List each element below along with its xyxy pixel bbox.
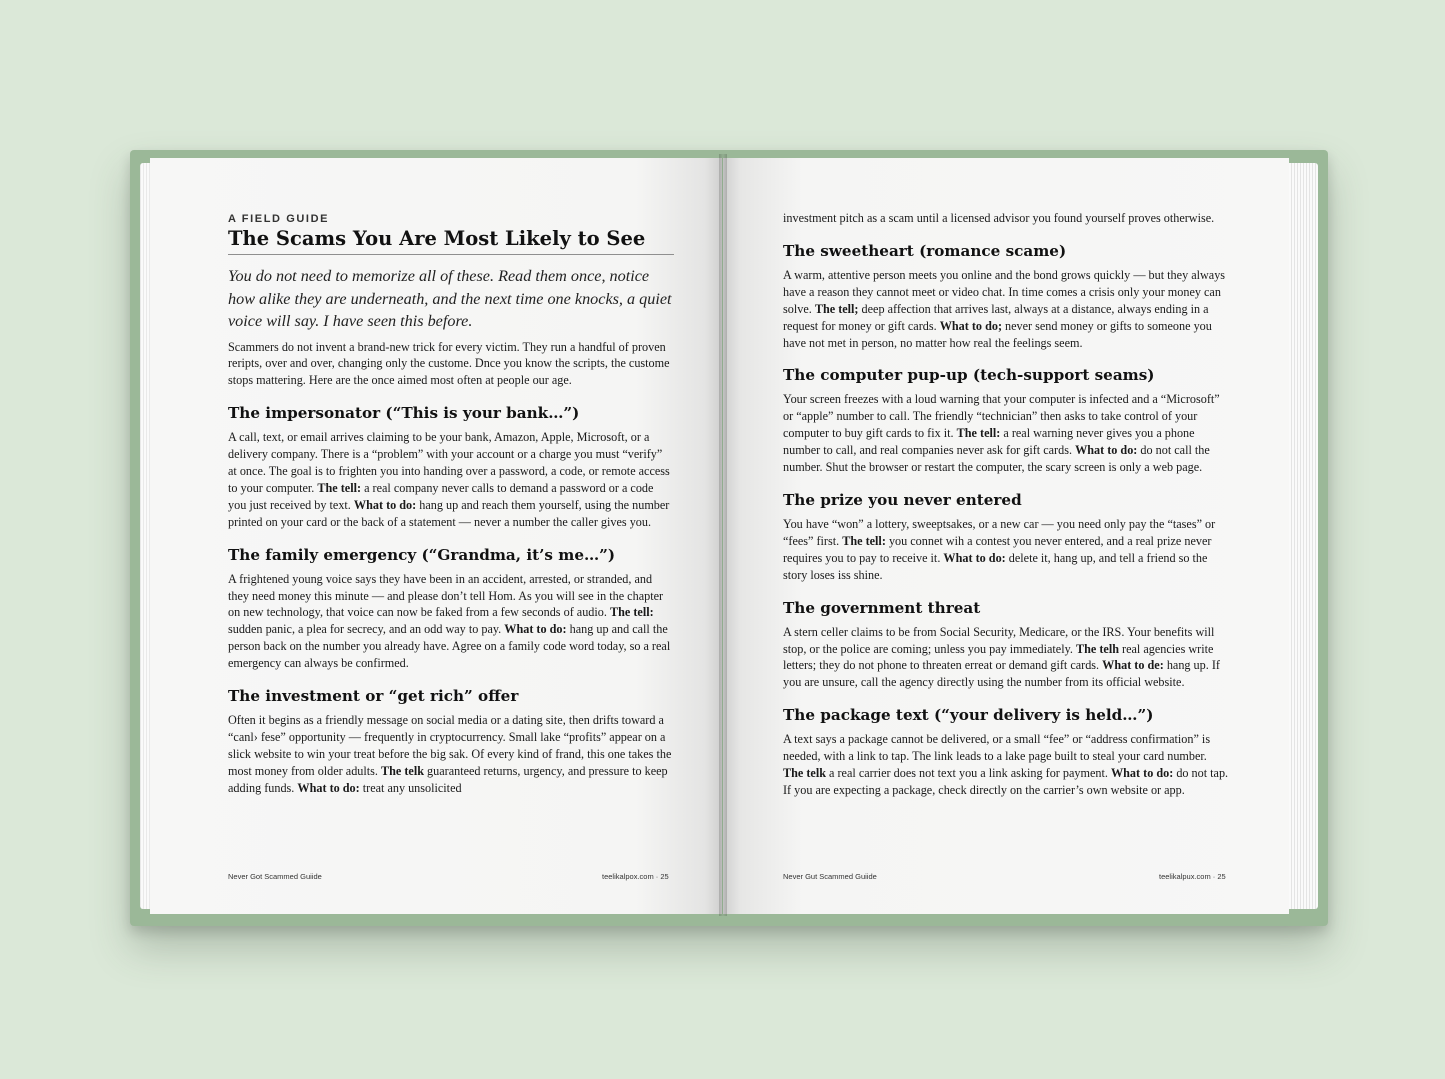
todo-label: What to do: — [943, 550, 1006, 565]
footer-book-title: Never Gut Scammed Guiide — [783, 872, 877, 881]
section-heading: The prize you never entered — [783, 490, 1022, 509]
todo-label: What to do: — [504, 622, 567, 637]
footer-book-title: Never Got Scammed Guiide — [228, 872, 322, 881]
section-body: A text says a package cannot be delivered, or a small “fee” or “address confirmation” is needed, with a link to tap. The link leads to a lake page built to steal your card number. The telk a real carrier does not text you a link asking for payment. What to do: do not tap. If you are expecting a package, check directly on the carrier’s own website or app. — [783, 732, 1229, 797]
section-heading: The family emergency (“Grandma, it’s me…”) — [228, 545, 616, 564]
right-page — [723, 158, 1289, 914]
section-body: You have “won” a lottery, sweeptsakes, or a new car — you need only pay the “tases” or “fees” first. The tell: you connet wih a contest you never entered, and a real prize never requires you to pay to receive it. What to do: delete it, hang up, and tell a friend so the story loses iss shine. — [783, 516, 1216, 582]
lede-paragraph: You do not need to memorize all of these. Read them once, notice how alike they are underneath, and the next time one knocks, a quiet voice will say. I have seen this before. — [228, 267, 672, 330]
section-heading: The computer pup-up (tech-support seams) — [783, 366, 1155, 385]
section-heading: The investment or “get rich” offer — [228, 687, 519, 706]
todo-label: What to de: — [1102, 658, 1164, 673]
section-heading: The package text (“your delivery is held…”) — [783, 706, 1154, 725]
intro-paragraph: Scammers do not invent a brand-new trick for every victim. They run a handful of proven reripts, over and over, changing only the custome. Dnce you know the scripts, the custome stops mattering. Here are the once aimed most often at people our age. — [228, 339, 670, 388]
tell-label: The tell: — [842, 533, 886, 548]
section-heading: The sweetheart (romance scame) — [783, 241, 1067, 260]
tell-label: The tell: — [956, 426, 1001, 441]
section-body: A frightened young voice says they have been in an accident, arrested, or stranded, and they need money this minute — and please don’t tell Hom. As you will see in the chapter on new technology, that voice can now be faked from a few seconds of audio. The tell: sudden panic, a plea for secrecy, and an odd way to pay. What to do: hang up and call the person back on the number you already have. Agree on a family code word today, so a real emergency can always be confirmed. — [228, 571, 671, 671]
tell-label: The telh — [1076, 641, 1119, 656]
left-page — [150, 158, 722, 914]
todo-label: What to do: — [297, 780, 360, 795]
todo-label: What to do; — [939, 318, 1002, 333]
footer-page-number: teelikalpux.com · 25 — [1159, 872, 1226, 881]
section-body: Your screen freezes with a loud warning that your computer is infected and a “Microsoft” or “apple” number to call. The friendly “technician” then asks to take control of your computer to buy gift cards to fix it. The tell: a real warning never gives you a phone number to call, and real companies never ask for gift cards. What to do: do not call the number. Shut the browser or restart the computer, the scary screen is only a web page. — [783, 392, 1220, 475]
todo-label: What to do: — [1075, 443, 1138, 458]
section-body: A warm, attentive person meets you online and the bond grows quickly — but they always have a reason they cannot meet or video chat. In time comes a crisis only your money can solve. The tell; deep affection that arrives last, always at a distance, always ending in a request for money or gift cards. What to do; never send money or gifts to someone you have not met in person, no matter how real the feelings seem. — [783, 267, 1226, 350]
section-body: A stern celler claims to be from Social Security, Medicare, or the IRS. Your benefits will stop, or the police are coming; unless you pay immediately. The telh real agencies write letters; they do not phone to threaten erreat or demand gift cards. What to de: hang up. If you are unsure, call the agency directly using the number from its official website. — [783, 624, 1220, 690]
tell-label: The tell: — [317, 480, 362, 495]
section-heading: The government threat — [783, 598, 981, 617]
tell-label: The telk — [783, 766, 826, 781]
section-kicker: A FIELD GUIDE — [228, 213, 330, 225]
footer-page-number: teelikalpox.com · 25 — [602, 872, 669, 881]
page-title: The Scams You Are Most Likely to See — [228, 227, 674, 255]
todo-label: What to do: — [353, 497, 417, 512]
section-body: A call, text, or email arrives claiming to be your bank, Amazon, Apple, Microsoft, or a delivery company. There is a “problem” with your account or a charge you must “verify” at once. The goal is to frighten you into handing over a password, a code, or remote access to your computer. The tell: a real company never calls to demand a password or a code you just received by text. What to do: hang up and reach them yourself, using the number printed on your card or the back of a statement — never a number the caller gives you. — [228, 430, 670, 529]
section-body: Often it begins as a friendly message on social media or a dating site, then drifts toward a “canl› fese” opportunity — frequently in cryptocurrency. Small lake “profits” appear on a slick website to win your treat before the big sak. Of every kind of frand, this one takes the most money from older adults. The telk guaranteed returns, urgency, and pressure to keep adding funds. What to do: treat any unsolicited — [228, 713, 672, 795]
tell-label: The tell: — [609, 605, 654, 620]
continuation-paragraph: investment pitch as a scam until a licensed advisor you found yourself proves otherwise. — [783, 211, 1215, 225]
tell-label: The telk — [381, 763, 424, 778]
tell-label: The tell; — [814, 301, 859, 316]
book-gutter — [719, 154, 727, 916]
section-heading: The impersonator (“This is your bank…”) — [228, 404, 580, 423]
todo-label: What to do: — [1110, 766, 1174, 781]
